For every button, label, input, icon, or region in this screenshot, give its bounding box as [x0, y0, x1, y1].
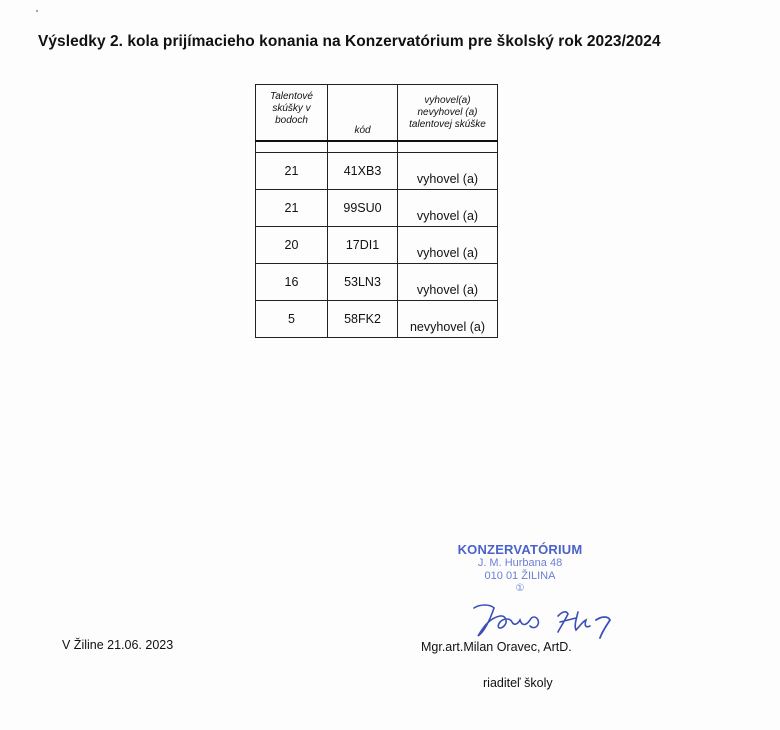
table-row: [256, 301, 498, 338]
place-and-date: V Žiline 21.06. 2023: [62, 638, 174, 652]
header-separator-row: [256, 141, 498, 153]
stamp-school-name: KONZERVATÓRIUM: [457, 542, 583, 557]
cell-points: 5: [256, 301, 328, 338]
stamp-emblem-icon: ①: [515, 583, 525, 594]
cell-points: 21: [256, 153, 328, 190]
scan-speck: [36, 10, 38, 12]
cell-points: 20: [256, 227, 328, 264]
cell-points: 21: [256, 190, 328, 227]
table-row: [256, 190, 498, 227]
document-title: Výsledky 2. kola prijímacieho konania na Konzervatórium pre školský rok 2023/2024: [38, 33, 661, 50]
results-table: [255, 84, 498, 338]
table-row: [256, 153, 498, 190]
cell-result: vyhovel (a): [398, 153, 498, 190]
cell-code: 58FK2: [328, 301, 398, 338]
signer-name: Mgr.art.Milan Oravec, ArtD.: [421, 640, 572, 654]
header-result: vyhovel(a) nevyhovel (a) talentovej skúške: [398, 85, 498, 142]
cell-result: vyhovel (a): [398, 264, 498, 301]
cell-result: vyhovel (a): [398, 190, 498, 227]
cell-code: 17DI1: [328, 227, 398, 264]
table-header-row: [256, 85, 498, 142]
cell-result: nevyhovel (a): [398, 301, 498, 338]
school-stamp: [430, 542, 610, 595]
table-row: [256, 227, 498, 264]
cell-points: 16: [256, 264, 328, 301]
handwritten-signature: [460, 598, 620, 640]
cell-code: 41XB3: [328, 153, 398, 190]
header-points: Talentové skúšky v bodoch: [256, 85, 328, 142]
stamp-city: 010 01 ŽILINA: [484, 570, 556, 582]
stamp-street: J. M. Hurbana 48: [477, 557, 563, 569]
cell-code: 53LN3: [328, 264, 398, 301]
header-code: kód: [328, 85, 398, 142]
cell-result: vyhovel (a): [398, 227, 498, 264]
table-row: [256, 264, 498, 301]
cell-code: 99SU0: [328, 190, 398, 227]
signer-role: riaditeľ školy: [483, 676, 553, 690]
